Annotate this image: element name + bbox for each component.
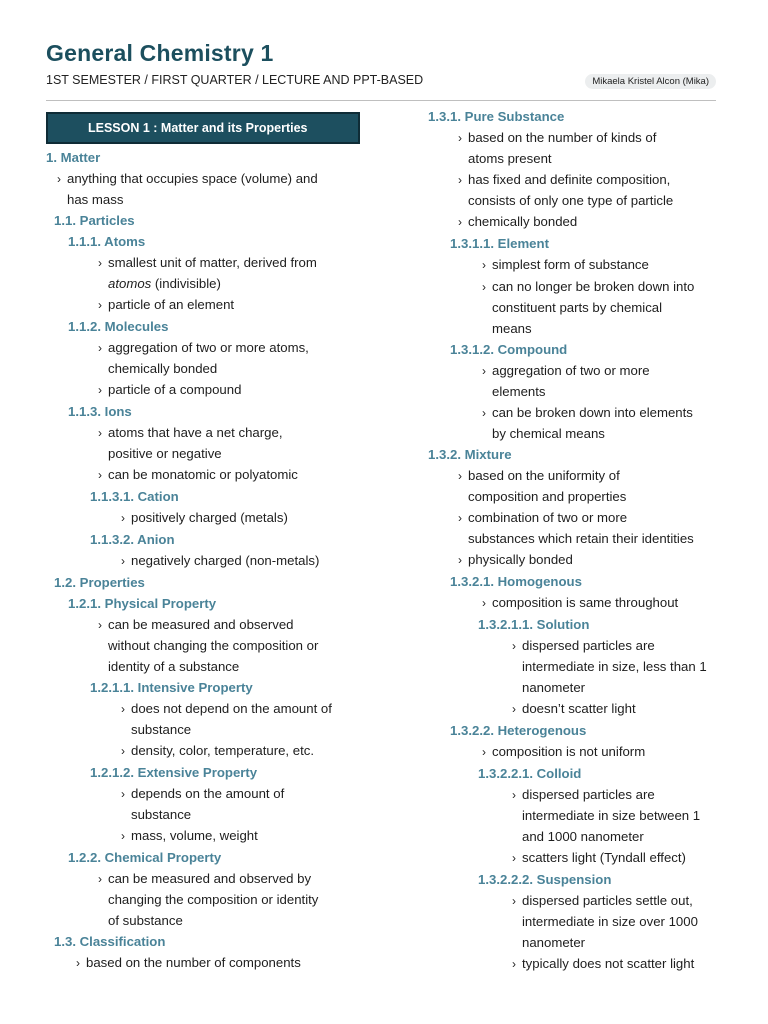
bullet-text: without changing the composition or	[108, 638, 319, 653]
bullet-chevron-icon: ›	[98, 618, 102, 632]
bullet-text: composition is not uniform	[492, 744, 646, 759]
bullet-text: intermediate in size over 1000	[522, 914, 698, 929]
bullet-text: can be broken down into elements	[492, 405, 693, 420]
bullet-chevron-icon: ›	[512, 851, 516, 865]
bullet-text: mass, volume, weight	[131, 828, 258, 843]
heading-particles: 1.1. Particles	[54, 213, 135, 228]
bullet-item	[46, 825, 376, 847]
bullet-text: physically bonded	[468, 552, 573, 567]
bullet-item	[428, 890, 728, 953]
bullet-text: density, color, temperature, etc.	[131, 743, 315, 758]
bullet-chevron-icon: ›	[121, 702, 125, 716]
bullet-chevron-icon: ›	[98, 426, 102, 440]
bullet-chevron-icon: ›	[512, 894, 516, 908]
bullet-chevron-icon: ›	[482, 745, 486, 759]
bullet-chevron-icon: ›	[512, 788, 516, 802]
bullet-chevron-icon: ›	[98, 341, 102, 355]
bullet-item	[428, 784, 728, 847]
bullet-chevron-icon: ›	[512, 639, 516, 653]
bullet-text: positive or negative	[108, 446, 222, 461]
bullet-text: based on the uniformity of	[468, 468, 620, 483]
bullet-item	[428, 169, 728, 211]
bullet-text: does not depend on the amount of	[131, 701, 332, 716]
bullet-text: based on the number of components	[86, 955, 301, 970]
bullet-chevron-icon: ›	[98, 468, 102, 482]
bullet-text: dispersed particles are	[522, 787, 655, 802]
heading-anion: 1.1.3.2. Anion	[90, 532, 175, 547]
bullet-text: substance	[131, 807, 192, 822]
bullet-item	[428, 698, 728, 720]
bullet-text: aggregation of two or more atoms,	[108, 340, 309, 355]
bullet-text: of substance	[108, 913, 183, 928]
bullet-item	[428, 549, 728, 571]
header-divider	[46, 100, 716, 101]
bullet-item	[46, 294, 376, 316]
bullet-text: composition and properties	[468, 489, 627, 504]
bullet-item	[46, 550, 376, 572]
bullet-text: combination of two or more	[468, 510, 628, 525]
heading-properties: 1.2. Properties	[54, 575, 145, 590]
bullet-text: nanometer	[522, 935, 586, 950]
bullet-text: by chemical means	[492, 426, 605, 441]
bullet-text: consists of only one type of particle	[468, 193, 674, 208]
bullet-item	[428, 507, 728, 549]
bullet-text: has fixed and definite composition,	[468, 172, 671, 187]
bullet-chevron-icon: ›	[512, 702, 516, 716]
bullet-chevron-icon: ›	[458, 173, 462, 187]
heading-solution: 1.3.2.1.1. Solution	[478, 617, 590, 632]
bullet-text: anything that occupies space (volume) and	[67, 171, 318, 186]
author-badge: Mikaela Kristel Alcon (Mika)	[585, 74, 716, 89]
bullet-text: aggregation of two or more	[492, 363, 650, 378]
bullet-text: substance	[131, 722, 192, 737]
bullet-item	[46, 379, 376, 401]
bullet-text: chemically bonded	[108, 361, 218, 376]
bullet-chevron-icon: ›	[482, 364, 486, 378]
bullet-text: composition is same throughout	[492, 595, 679, 610]
bullet-chevron-icon: ›	[458, 469, 462, 483]
heading-classification: 1.3. Classification	[54, 934, 166, 949]
bullet-text: (indivisible)	[151, 276, 221, 291]
lesson-title-box	[46, 112, 360, 144]
bullet-text: negatively charged (non-metals)	[131, 553, 320, 568]
left-column	[46, 106, 376, 974]
heading-mixture: 1.3.2. Mixture	[428, 447, 512, 462]
bullet-text: identity of a substance	[108, 659, 240, 674]
bullet-text: particle of an element	[108, 297, 235, 312]
bullet-text: dispersed particles settle out,	[522, 893, 693, 908]
bullet-text: substances which retain their identities	[468, 531, 694, 546]
bullet-chevron-icon: ›	[458, 215, 462, 229]
bullet-item	[46, 464, 376, 486]
heading-ions: 1.1.3. Ions	[68, 404, 132, 419]
bullet-text: changing the composition or identity	[108, 892, 319, 907]
bullet-item	[46, 337, 376, 379]
bullet-item	[428, 127, 728, 169]
heading-atoms: 1.1.1. Atoms	[68, 234, 146, 249]
bullet-item	[46, 952, 376, 974]
bullet-text: doesn’t scatter light	[522, 701, 636, 716]
heading-heterogenous: 1.3.2.2. Heterogenous	[450, 723, 587, 738]
bullet-chevron-icon: ›	[121, 787, 125, 801]
bullet-item	[46, 698, 376, 740]
bullet-chevron-icon: ›	[121, 554, 125, 568]
bullet-item	[46, 507, 376, 529]
bullet-item	[428, 592, 728, 614]
bullet-text: intermediate in size between 1	[522, 808, 701, 823]
heading-cation: 1.1.3.1. Cation	[90, 489, 179, 504]
heading-colloid: 1.3.2.2.1. Colloid	[478, 766, 582, 781]
bullet-chevron-icon: ›	[98, 256, 102, 270]
bullet-text: nanometer	[522, 680, 586, 695]
bullet-chevron-icon: ›	[98, 383, 102, 397]
bullet-item	[46, 168, 376, 210]
heading-chemical-property: 1.2.2. Chemical Property	[68, 850, 222, 865]
bullet-text: means	[492, 321, 532, 336]
bullet-text: can no longer be broken down into	[492, 279, 695, 294]
bullet-text: can be monatomic or polyatomic	[108, 467, 298, 482]
bullet-chevron-icon: ›	[98, 298, 102, 312]
bullet-chevron-icon: ›	[458, 511, 462, 525]
document-title: General Chemistry 1	[46, 40, 274, 66]
bullet-item	[46, 783, 376, 825]
heading-suspension: 1.3.2.2.2. Suspension	[478, 872, 612, 887]
bullet-item	[428, 847, 728, 869]
bullet-item	[428, 465, 728, 507]
heading-matter: 1. Matter	[46, 150, 101, 165]
bullet-text: dispersed particles are	[522, 638, 655, 653]
bullet-chevron-icon: ›	[458, 131, 462, 145]
bullet-item	[428, 635, 728, 698]
heading-pure-substance: 1.3.1. Pure Substance	[428, 109, 565, 124]
bullet-text: particle of a compound	[108, 382, 242, 397]
bullet-item	[46, 422, 376, 464]
bullet-text: typically does not scatter light	[522, 956, 695, 971]
bullet-text: smallest unit of matter, derived from	[108, 255, 317, 270]
bullet-chevron-icon: ›	[121, 829, 125, 843]
bullet-text: constituent parts by chemical	[492, 300, 663, 315]
bullet-text: intermediate in size, less than 1	[522, 659, 707, 674]
bullet-text: atoms that have a net charge,	[108, 425, 283, 440]
heading-homogenous: 1.3.2.1. Homogenous	[450, 574, 582, 589]
heading-intensive-property: 1.2.1.1. Intensive Property	[90, 680, 253, 695]
bullet-chevron-icon: ›	[458, 553, 462, 567]
lesson-title: LESSON 1 : Matter and its Properties	[88, 121, 308, 135]
bullet-text	[108, 273, 317, 294]
right-column	[428, 106, 728, 975]
bullet-item	[428, 741, 728, 763]
bullet-text: simplest form of substance	[492, 257, 649, 272]
bullet-item	[46, 252, 376, 294]
bullet-chevron-icon: ›	[482, 258, 486, 272]
bullet-chevron-icon: ›	[482, 406, 486, 420]
bullet-chevron-icon: ›	[482, 596, 486, 610]
heading-compound: 1.3.1.2. Compound	[450, 342, 568, 357]
bullet-text: based on the number of kinds of	[468, 130, 657, 145]
bullet-item	[46, 740, 376, 762]
bullet-item	[46, 614, 376, 677]
bullet-item	[428, 953, 728, 975]
bullet-text: has mass	[67, 192, 124, 207]
bullet-item	[428, 211, 728, 233]
bullet-text: elements	[492, 384, 546, 399]
bullet-item	[428, 276, 728, 339]
bullet-text: positively charged (metals)	[131, 510, 288, 525]
bullet-chevron-icon: ›	[482, 280, 486, 294]
bullet-chevron-icon: ›	[57, 172, 61, 186]
bullet-chevron-icon: ›	[98, 872, 102, 886]
bullet-text: can be measured and observed	[108, 617, 294, 632]
bullet-item	[428, 402, 728, 444]
bullet-chevron-icon: ›	[76, 956, 80, 970]
bullet-text: chemically bonded	[468, 214, 578, 229]
bullet-text: atoms present	[468, 151, 552, 166]
bullet-chevron-icon: ›	[121, 511, 125, 525]
bullet-text: can be measured and observed by	[108, 871, 312, 886]
heading-element: 1.3.1.1. Element	[450, 236, 549, 251]
bullet-text: scatters light (Tyndall effect)	[522, 850, 686, 865]
bullet-chevron-icon: ›	[512, 957, 516, 971]
bullet-text: and 1000 nanometer	[522, 829, 644, 844]
bullet-text: depends on the amount of	[131, 786, 285, 801]
bullet-item	[428, 254, 728, 276]
italic-term: atomos	[108, 276, 152, 291]
bullet-item	[46, 868, 376, 931]
heading-molecules: 1.1.2. Molecules	[68, 319, 169, 334]
heading-physical-property: 1.2.1. Physical Property	[68, 596, 217, 611]
document-subtitle: 1ST SEMESTER / FIRST QUARTER / LECTURE AND PPT-BASED	[46, 73, 424, 87]
bullet-item	[428, 360, 728, 402]
bullet-chevron-icon: ›	[121, 744, 125, 758]
heading-extensive-property: 1.2.1.2. Extensive Property	[90, 765, 258, 780]
